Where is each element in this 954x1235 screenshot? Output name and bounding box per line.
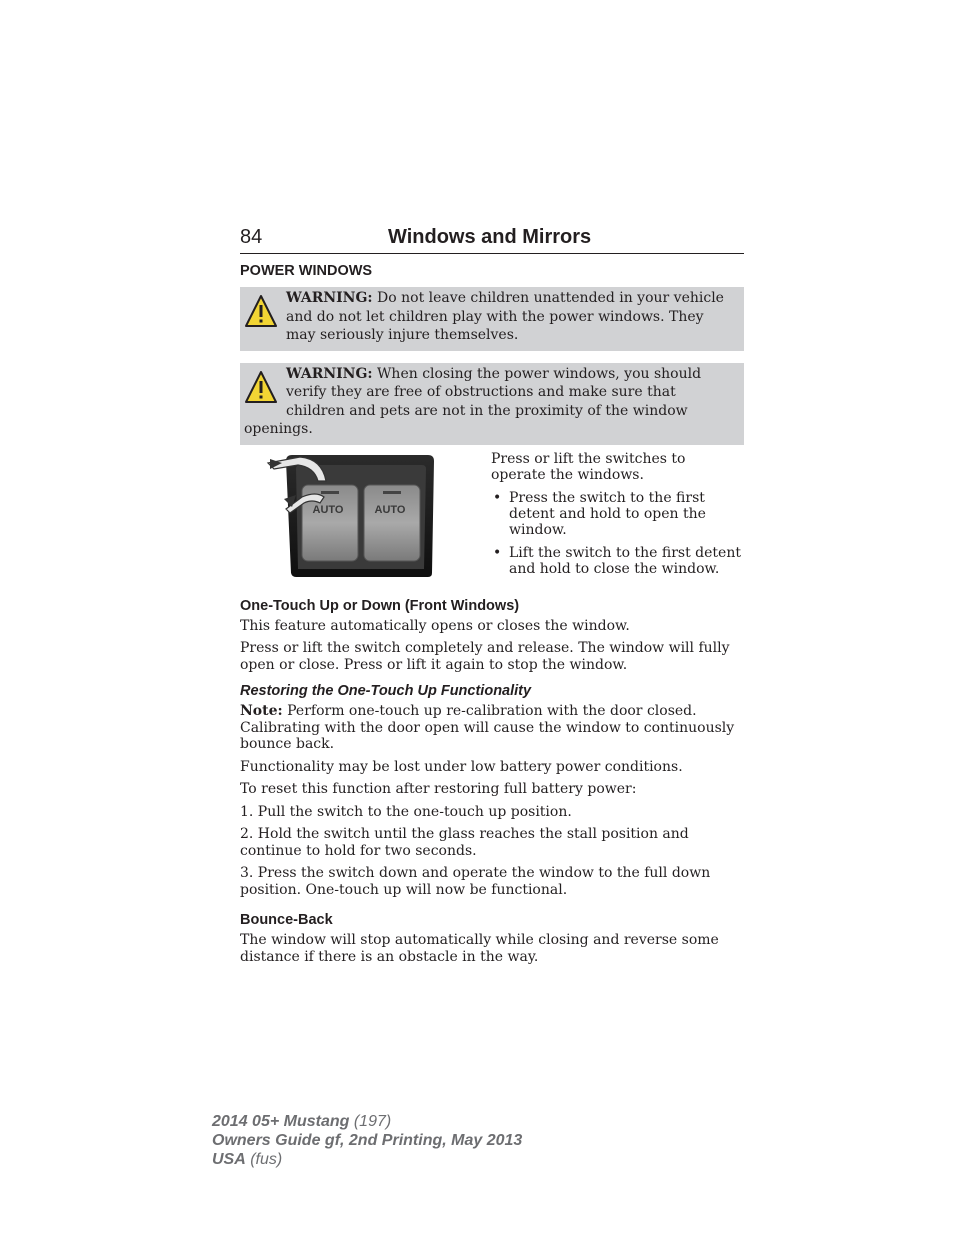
warning-text: When closing the power windows, you should verify they are free of obstructions and make sure that children and pets are not in the proximity of the window openings. — [244, 365, 702, 437]
intro-text: Press or lift the switches to operate the windows. — [491, 450, 686, 483]
note-paragraph — [240, 703, 744, 753]
warning-box-2 — [240, 363, 744, 445]
step-2: 2. Hold the switch until the glass reaches the stall position and continue to hold for two seconds. — [240, 826, 689, 859]
one-touch-paragraph-1: This feature automatically opens or closes the window. — [240, 617, 630, 634]
auto-label-right: AUTO — [374, 503, 406, 516]
footer-line-2: Owners Guide gf, 2nd Printing, May 2013 — [212, 1132, 523, 1149]
warning-text: Do not leave children unattended in your vehicle and do not let children play with the power windows. They may seriously injure themselves. — [286, 290, 724, 343]
step-1: 1. Pull the switch to the one-touch up position. — [240, 803, 572, 820]
one-touch-heading: One-Touch Up or Down (Front Windows) — [240, 597, 520, 614]
bounce-back-heading: Bounce-Back — [240, 912, 333, 928]
warning-label: WARNING: — [286, 365, 373, 382]
restoring-heading: Restoring the One-Touch Up Functionality — [240, 683, 532, 699]
bullet-icon: • — [493, 544, 502, 561]
warning-label: WARNING: — [286, 290, 373, 306]
bullet-icon: • — [493, 489, 502, 506]
bullet-list — [491, 490, 744, 577]
page-number: 84 — [240, 226, 263, 248]
warning-triangle-icon — [244, 369, 278, 407]
switch-figure-row — [240, 451, 744, 584]
note-label: Note: — [240, 703, 283, 719]
window-switch-illustration — [240, 451, 480, 579]
footer-line-1: 2014 05+ Mustang (197) — [212, 1113, 392, 1130]
page-footer — [212, 1112, 522, 1169]
note-text: Perform one-touch up re-calibration with the door closed. Calibrating with the door open will cause the window to continuously bounce back. — [240, 703, 735, 752]
auto-label-left: AUTO — [312, 503, 344, 516]
list-item: • Lift the switch to the first detent and hold to close the window. — [493, 544, 741, 577]
step-3: 3. Press the switch down and operate the window to the full down position. One-touch up will now be functional. — [240, 865, 711, 898]
restoring-paragraph-2: To reset this function after restoring full battery power: — [240, 781, 637, 797]
switch-instructions — [480, 451, 744, 584]
bounce-back-paragraph: The window will stop automatically while closing and reverse some distance if there is an obstacle in the way. — [240, 932, 719, 965]
manual-page — [240, 226, 744, 971]
page-title: Windows and Mirrors — [388, 226, 592, 248]
restoring-paragraph-1: Functionality may be lost under low battery power conditions. — [240, 758, 683, 775]
page-header — [240, 226, 744, 254]
list-item: • Press the switch to the first detent and hold to open the window. — [493, 489, 706, 538]
warning-triangle-icon — [244, 293, 278, 331]
warning-box-1 — [240, 287, 744, 351]
section-title: POWER WINDOWS — [240, 263, 373, 279]
one-touch-paragraph-2: Press or lift the switch completely and release. The window will fully open or close. Press or lift it again to stop the window. — [240, 640, 730, 673]
footer-line-3: USA (fus) — [212, 1151, 283, 1168]
